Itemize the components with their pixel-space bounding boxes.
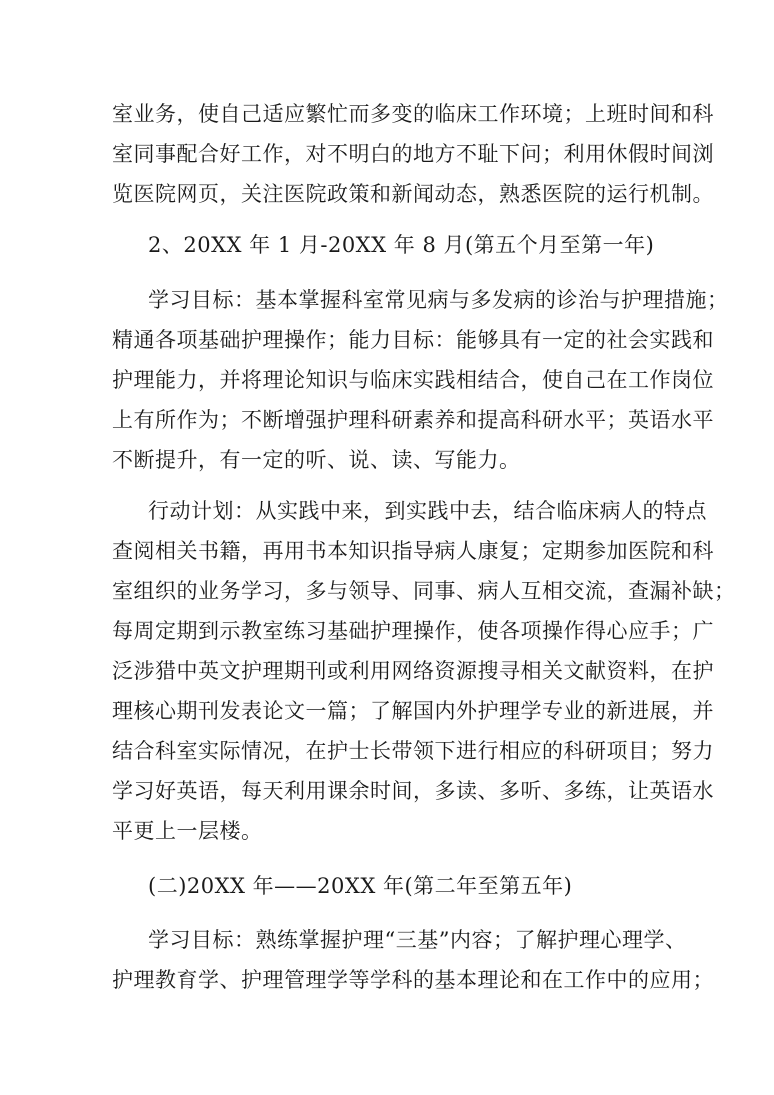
text-line: 精通各项基础护理操作；能力目标：能够具有一定的社会实践和 xyxy=(112,328,714,352)
paragraph-continuation xyxy=(112,94,714,214)
text-line: 学习目标：基本掌握科室常见病与多发病的诊治与护理措施； xyxy=(148,288,729,312)
text-line: 结合科室实际情况，在护士长带领下进行相应的科研项目；努力 xyxy=(112,739,714,763)
paragraph-action-plan xyxy=(112,491,736,851)
text-line: 理核心期刊发表论文一篇；了解国内外护理学专业的新进展，并 xyxy=(112,699,714,723)
text-line: 学习目标：熟练掌握护理“三基”内容；了解护理心理学、 xyxy=(148,928,687,952)
paragraph-learning-goals xyxy=(112,280,729,480)
text-line: 上有所作为；不断增强护理科研素养和提高科研水平；英语水平 xyxy=(112,408,714,432)
section-heading-part-2 xyxy=(112,866,667,906)
text-line: 2、20XX 年 1 月-20XX 年 8 月(第五个月至第一年) xyxy=(148,233,655,257)
text-line: (二)20XX 年——20XX 年(第二年至第五年) xyxy=(148,874,573,898)
text-line: 每周定期到示教室练习基础护理操作，使各项操作得心应手；广 xyxy=(112,619,714,643)
text-line: 览医院网页，关注医院政策和新闻动态，熟悉医院的运行机制。 xyxy=(112,182,714,206)
text-line: 不断提升，有一定的听、说、读、写能力。 xyxy=(112,448,521,472)
text-line: 行动计划：从实践中来，到实践中去，结合临床病人的特点 xyxy=(148,499,707,523)
text-line: 室同事配合好工作，对不明白的地方不耻下问；利用休假时间浏 xyxy=(112,142,714,166)
paragraph-learning-goals-2 xyxy=(112,920,714,1000)
text-line: 查阅相关书籍，再用书本知识指导病人康复；定期参加医院和科 xyxy=(112,539,714,563)
section-heading-period-2 xyxy=(112,225,667,265)
text-line: 学习好英语，每天利用课余时间，多读、多听、多练，让英语水 xyxy=(112,779,714,803)
text-line: 平更上一层楼。 xyxy=(112,819,263,843)
text-line: 室组织的业务学习，多与领导、同事、病人互相交流，查漏补缺； xyxy=(112,579,736,603)
text-line: 泛涉猎中英文护理期刊或利用网络资源搜寻相关文献资料，在护 xyxy=(112,659,714,683)
text-line: 护理能力，并将理论知识与临床实践相结合，使自己在工作岗位 xyxy=(112,368,714,392)
text-line: 室业务，使自己适应繁忙而多变的临床工作环境；上班时间和科 xyxy=(112,102,714,126)
text-line: 护理教育学、护理管理学等学科的基本理论和在工作中的应用； xyxy=(112,968,714,992)
